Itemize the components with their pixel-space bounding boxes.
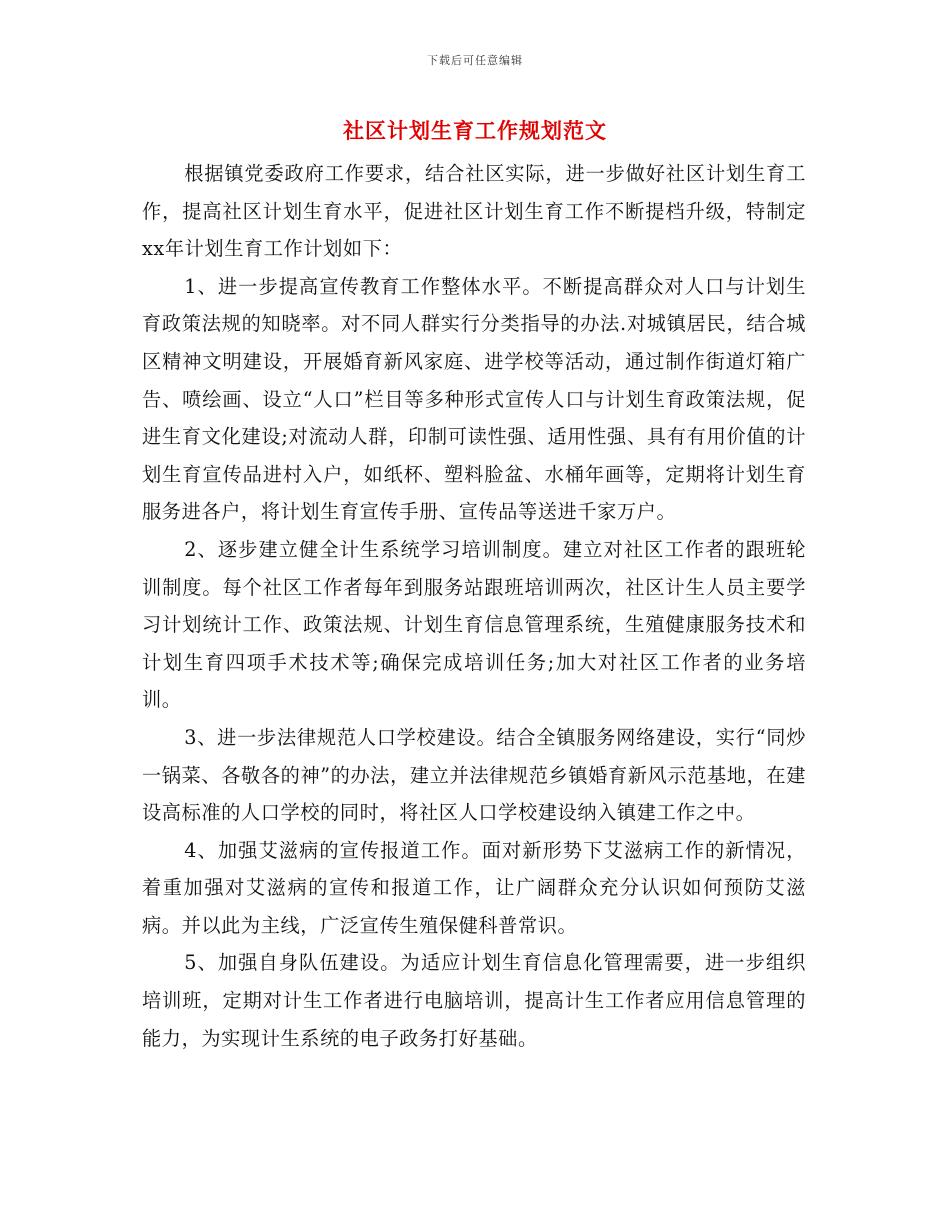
document-body (142, 155, 806, 1057)
paragraph-item-3: 3、进一步法律规范人口学校建设。结合全镇服务网络建设，实行“同炒一锅菜、各敬各的神”的办法，建立并法律规范乡镇婚育新风示范基地，在建设高标准的人口学校的同时，将社区人口学校建设纳入镇建工作之中。 (142, 725, 806, 825)
paragraph-item-5: 5、加强自身队伍建设。为适应计划生育信息化管理需要，进一步组织培训班，定期对计生工作者进行电脑培训，提高计生工作者应用信息管理的能力，为实现计生系统的电子政务打好基础。 (142, 951, 806, 1050)
paragraph-item-2: 2、逐步建立健全计生系统学习培训制度。建立对社区工作者的跟班轮训制度。每个社区工作者每年到服务站跟班培训两次，社区计生人员主要学习计划统计工作、政策法规、计划生育信息管理系统，生殖健康服务技术和计划生育四项手术技术等;确保完成培训任务;加大对社区工作者的业务培训。 (142, 537, 806, 712)
header-note: 下载后可任意编辑 (427, 54, 523, 67)
paragraph-item-1: 1、进一步提高宣传教育工作整体水平。不断提高群众对人口与计划生育政策法规的知晓率。对不同人群实行分类指导的办法.对城镇居民，结合城区精神文明建设，开展婚育新风家庭、进学校等活动，通过制作街道灯箱广告、喷绘画、设立“人口”栏目等多种形式宣传人口与计划生育政策法规，促进生育文化建设;对流动人群，印制可读性强、适用性强、具有有用价值的计划生育宣传品进村入户，如纸杯、塑料脸盆、水桶年画等，定期将计划生育服务进各户，将计划生育宣传手册、宣传品等送进千家万户。 (142, 274, 806, 524)
document-title: 社区计划生育工作规划范文 (343, 118, 607, 143)
paragraph-intro: 根据镇党委政府工作要求，结合社区实际，进一步做好社区计划生育工作，提高社区计划生育水平，促进社区计划生育工作不断提档升级，特制定xx年计划生育工作计划如下： (142, 162, 806, 261)
paragraph-item-4: 4、加强艾滋病的宣传报道工作。面对新形势下艾滋病工作的新情况，着重加强对艾滋病的宣传和报道工作，让广阔群众充分认识如何预防艾滋病。并以此为主线，广泛宣传生殖保健科普常识。 (142, 838, 806, 937)
